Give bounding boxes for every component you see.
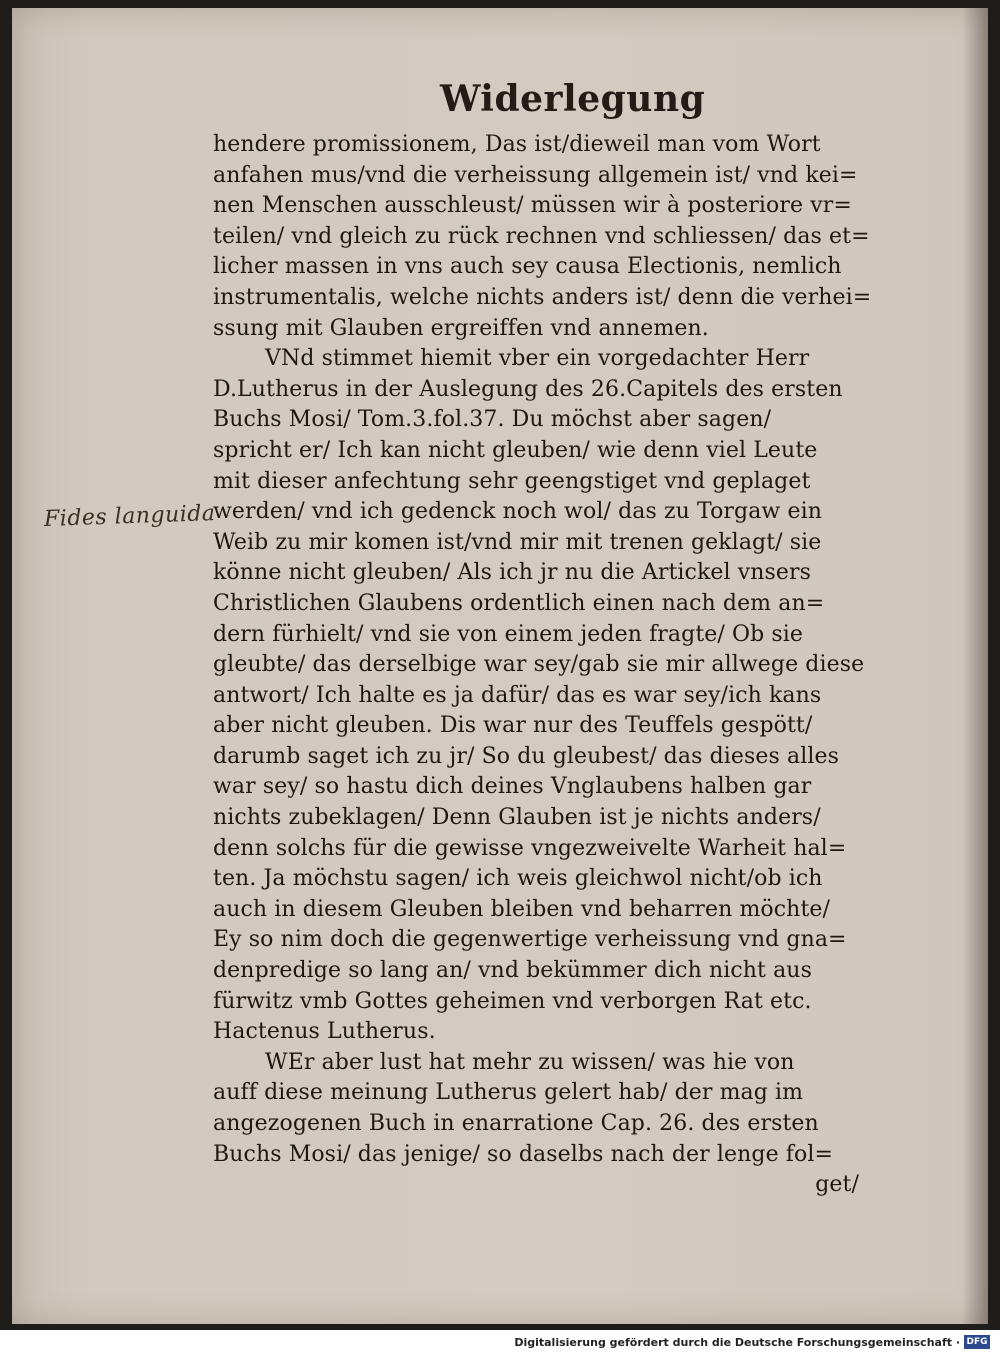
text-line: Weib zu mir komen ist/vnd mir mit trenen geklagt/ sie	[213, 529, 822, 555]
text-line: ssung mit Glauben ergreiffen vnd annemen.	[213, 315, 709, 341]
text-line: Christlichen Glaubens ordentlich einen nach dem an=	[213, 590, 825, 616]
text-line: nichts zubeklagen/ Denn Glauben ist je nichts anders/	[213, 805, 821, 831]
handwritten-margin-note: Fides languida	[43, 501, 216, 532]
text-line: nen Menschen ausschleust/ müssen wir à posteriore vr=	[213, 193, 852, 219]
text-line: war sey/ so hastu dich deines Vnglaubens halben gar	[213, 774, 812, 800]
text-line: dern fürhielt/ vnd sie von einem jeden fragte/ Ob sie	[213, 621, 804, 647]
text-line: WEr aber lust hat mehr zu wissen/ was hie von	[265, 1049, 795, 1075]
text-line: denpredige so lang an/ vnd bekümmer dich nicht aus	[213, 958, 812, 984]
text-line: anfahen mus/vnd die verheissung allgemein ist/ vnd kei=	[213, 162, 858, 188]
text-line: licher massen in vns auch sey causa Electionis, nemlich	[213, 254, 842, 280]
text-line: angezogenen Buch in enarratione Cap. 26. des ersten	[213, 1111, 819, 1136]
binding-shadow	[962, 8, 988, 1324]
funding-credit: Digitalisierung gefördert durch die Deutsche Forschungsgemeinschaft ·	[514, 1336, 960, 1349]
text-line: Hactenus Lutherus.	[213, 1019, 436, 1045]
running-header: Widerlegung	[440, 78, 706, 120]
text-line: instrumentalis, welche nichts anders ist/ denn die verhei=	[213, 284, 872, 310]
text-line: hendere promissionem, Das ist/dieweil man vom Wort	[213, 132, 821, 157]
text-line: Buchs Mosi/ Tom.3.fol.37. Du möchst aber sagen/	[213, 407, 772, 433]
text-line: auch in diesem Gleuben bleiben vnd beharren möchte/	[213, 896, 831, 922]
text-line: antwort/ Ich halte es ja dafür/ das es war sey/ich kans	[213, 682, 822, 708]
text-line: darumb saget ich zu jr/ So du gleubest/ das dieses alles	[213, 743, 839, 769]
text-line: auff diese meinung Lutherus gelert hab/ der mag im	[213, 1080, 804, 1106]
text-line: mit dieser anfechtung sehr geengstiget vnd geplaget	[213, 468, 811, 494]
dfg-logo: DFG	[964, 1335, 990, 1349]
text-line: werden/ vnd ich gedenck noch wol/ das zu Torgaw ein	[213, 499, 822, 525]
text-line: D.Lutherus in der Auslegung des 26.Capitels des ersten	[213, 376, 843, 402]
text-line: teilen/ vnd gleich zu rück rechnen vnd schliessen/ das et=	[213, 223, 870, 249]
text-line: Ey so nim doch die gegenwertige verheissung vnd gna=	[213, 927, 847, 953]
text-line: aber nicht gleuben. Dis war nur des Teuffels gespött/	[213, 713, 813, 739]
text-line: könne nicht gleuben/ Als ich jr nu die Artickel vnsers	[213, 560, 812, 586]
body-text	[213, 130, 873, 1201]
text-line: spricht er/ Ich kan nicht gleuben/ wie denn viel Leute	[213, 437, 818, 463]
text-line: VNd stimmet hiemit vber ein vorgedachter Herr	[265, 346, 810, 372]
catchword: get/	[815, 1172, 859, 1198]
text-line: ten. Ja möchstu sagen/ ich weis gleichwol nicht/ob ich	[213, 866, 823, 892]
text-line: fürwitz vmb Gottes geheimen vnd verborgen Rat etc.	[213, 988, 812, 1014]
text-line: denn solchs für die gewisse vngezweivelte Warheit hal=	[213, 835, 847, 861]
text-line: gleubte/ das derselbige war sey/gab sie mir allwege diese	[213, 652, 865, 678]
text-line: Buchs Mosi/ das jenige/ so daselbs nach der lenge fol=	[213, 1141, 834, 1167]
